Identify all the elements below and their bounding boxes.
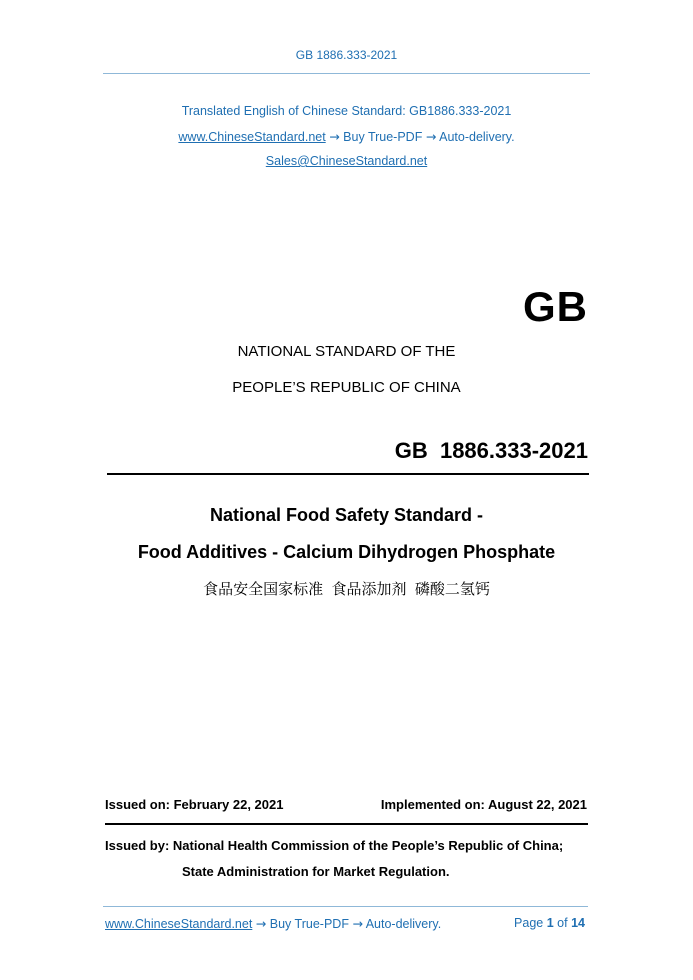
national-standard-line2: PEOPLE’S REPUBLIC OF CHINA bbox=[232, 379, 461, 396]
national-standard-line1: NATIONAL STANDARD OF THE bbox=[237, 343, 456, 360]
footer-buy-true-pdf-text: Buy True-PDF bbox=[269, 917, 349, 931]
arrow-right-icon: → bbox=[329, 129, 340, 144]
gb-logo: GB bbox=[523, 283, 588, 330]
document-title-line2: Food Additives - Calcium Dihydrogen Phosphate bbox=[137, 542, 556, 562]
page-total: 14 bbox=[571, 916, 585, 930]
footer-purchase-line bbox=[105, 916, 441, 931]
footer-auto-delivery-text: Auto-delivery. bbox=[365, 917, 442, 931]
issued-by-line1: Issued by: National Health Commission of the People’s Republic of China; bbox=[105, 838, 564, 853]
page-indicator bbox=[470, 916, 585, 930]
footer-divider bbox=[103, 906, 588, 907]
arrow-right-icon: → bbox=[425, 129, 437, 144]
translation-banner: Translated English of Chinese Standard: GB1886.333-2021 bbox=[181, 104, 512, 118]
buy-true-pdf-text: Buy True-PDF bbox=[343, 130, 423, 144]
arrow-right-icon: → bbox=[255, 916, 267, 931]
arrow-right-icon: → bbox=[352, 916, 363, 931]
issued-on-date: Issued on: February 22, 2021 bbox=[105, 797, 284, 812]
document-title-line1: National Food Safety Standard - bbox=[209, 505, 484, 525]
title-divider bbox=[107, 473, 589, 475]
purchase-line bbox=[0, 129, 693, 144]
email-line bbox=[0, 154, 693, 168]
page-of: of bbox=[557, 916, 568, 930]
running-header: GB 1886.333-2021 bbox=[295, 48, 398, 62]
sales-email-link[interactable]: Sales@ChineseStandard.net bbox=[265, 154, 428, 168]
header-divider bbox=[103, 73, 590, 74]
chinese-title: 食品安全国家标准 食品添加剂 磷酸二氢钙 bbox=[203, 581, 490, 598]
auto-delivery-text: Auto-delivery. bbox=[439, 130, 515, 144]
dates-divider bbox=[105, 823, 588, 825]
footer-site-link[interactable]: www.ChineseStandard.net bbox=[105, 917, 253, 931]
page-label: Page bbox=[514, 916, 544, 930]
standard-number: GB 1886.333-2021 bbox=[394, 438, 588, 463]
implemented-on-date: Implemented on: August 22, 2021 bbox=[380, 797, 587, 812]
site-link[interactable]: www.ChineseStandard.net bbox=[178, 130, 326, 144]
page-current: 1 bbox=[546, 916, 554, 930]
issued-by-line2: State Administration for Market Regulation. bbox=[182, 864, 450, 879]
